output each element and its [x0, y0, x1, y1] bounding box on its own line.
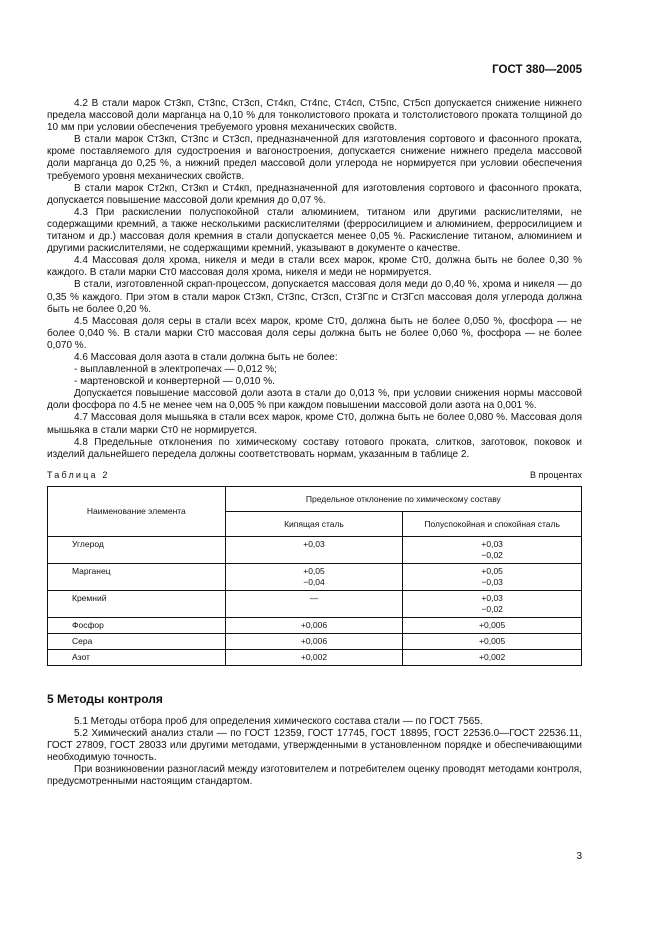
column-header-group: Предельное отклонение по химическому составу: [225, 486, 581, 511]
table-row: [48, 563, 582, 590]
semi-value: +0,002: [403, 649, 582, 665]
paragraph: 4.8 Предельные отклонения по химическому составу готового проката, слитков, заготовок, поковок и изделий дальнейшего передела должны соответствовать нормам, указанным в таблице 2.: [47, 436, 582, 460]
column-header-element: Наименование элемента: [48, 486, 226, 536]
semi-value: +0,005: [403, 617, 582, 633]
rimmed-value: —: [225, 590, 403, 617]
paragraph: В стали марок Ст3кп, Ст3пс и Ст3сп, предназначенной для изготовления сортового и фасонного проката, кроме поставляемого для судостроения и вагоностроения, допускается снижение нижнего предела массовой доли марганца до 0,25 %, а нижний предел массовой доли углерода не нормируется при условии обеспечения требуемого уровня механических свойств.: [47, 134, 582, 182]
section-title: 5 Методы контроля: [47, 691, 163, 706]
semi-value: +0,05 −0,03: [403, 563, 582, 590]
rimmed-value: +0,002: [225, 649, 403, 665]
paragraph: При возникновении разногласий между изготовителем и потребителем оценку проводят методами контроля, предусмотренными настоящим стандартом.: [47, 764, 582, 788]
paragraph: 4.7 Массовая доля мышьяка в стали всех марок, кроме Ст0, должна быть не более 0,080 %. Массовая доля мышьяка в стали марки Ст0 не нормируется.: [47, 412, 582, 436]
element-name: Углерод: [48, 536, 226, 563]
document-code: ГОСТ 380—2005: [492, 64, 582, 76]
paragraph: Допускается повышение массовой доли азота в стали до 0,013 %, при условии снижения нормы массовой доли фосфора по 4.5 не менее чем на 0,005 % при каждом повышении массовой доли азота на 0,001 %.: [47, 388, 582, 412]
rimmed-value: +0,006: [225, 617, 403, 633]
list-item: - выплавленной в электропечах — 0,012 %;: [74, 364, 277, 376]
semi-value: +0,03 −0,02: [403, 590, 582, 617]
element-name: Фосфор: [48, 617, 226, 633]
table-caption-row: [47, 470, 582, 480]
table-row: [48, 590, 582, 617]
table-row: [48, 633, 582, 649]
table-caption: Таблица 2: [47, 469, 110, 480]
deviation-table: [47, 486, 582, 666]
paragraph: В стали марок Ст2кп, Ст3кп и Ст4кп, предназначенной для изготовления сортового и фасонного проката, допускается повышение массовой доли кремния до 0,07 %.: [47, 182, 582, 206]
table-row: [48, 536, 582, 563]
rimmed-value: +0,006: [225, 633, 403, 649]
paragraph: 4.4 Массовая доля хрома, никеля и меди в стали всех марок, кроме Ст0, должна быть не более 0,30 % каждого. В стали марки Ст0 массовая доля хрома, никеля и меди не нормируется.: [47, 255, 582, 279]
semi-value: +0,03 −0,02: [403, 536, 582, 563]
table-row: [48, 617, 582, 633]
paragraph: В стали, изготовленной скрап-процессом, допускается массовая доля меди до 0,40 %, хрома и никеля — до 0,35 % каждого. При этом в стали марок Ст3кп, Ст3пс, Ст3сп, Ст3Гпс и Ст3Гсп массовая доля углерода должна быть не более 0,20 %.: [47, 279, 582, 315]
page-content: [47, 98, 582, 788]
element-name: Сера: [48, 633, 226, 649]
column-header-rimmed: Кипящая сталь: [225, 511, 403, 536]
element-name: Азот: [48, 649, 226, 665]
rimmed-value: +0,05 −0,04: [225, 563, 403, 590]
rimmed-value: +0,03: [225, 536, 403, 563]
paragraph: 5.2 Химический анализ стали — по ГОСТ 12359, ГОСТ 17745, ГОСТ 18895, ГОСТ 22536.0—ГОСТ 22536.11, ГОСТ 27809, ГОСТ 28033 или другими методами, утвержденными в установленном порядке и обеспечивающими необходимую точность.: [47, 727, 582, 764]
paragraph: 5.1 Методы отбора проб для определения химического состава стали — по ГОСТ 7565.: [74, 715, 483, 727]
paragraph: 4.2 В стали марок Ст3кп, Ст3пс, Ст3сп, Ст4кп, Ст4пс, Ст4сп, Ст5пс, Ст5сп допускается снижение нижнего предела массовой доли марганца на 0,10 % для тонколистового проката и толстолистового проката толщиной до 10 мм при условии обеспечения требуемого уровня механических свойств.: [47, 98, 582, 134]
paragraph: 4.6 Массовая доля азота в стали должна быть не более:: [74, 351, 338, 363]
list-item: - мартеновской и конвертерной — 0,010 %.: [74, 376, 275, 388]
element-name: Марганец: [48, 563, 226, 590]
paragraph: 4.5 Массовая доля серы в стали всех марок, кроме Ст0, должна быть не более 0,050 %, фосфора — не более 0,040 %. В стали марки Ст0 массовая доля серы должна быть не более 0,060 %, фосфора — не более 0,070 %.: [47, 315, 582, 351]
column-header-semi: Полуспокойная и спокойная сталь: [403, 511, 582, 536]
element-name: Кремний: [48, 590, 226, 617]
page-number: 3: [576, 851, 582, 862]
paragraph: 4.3 При раскислении полуспокойной стали алюминием, титаном или другими раскислителями, не содержащими кремний, а также несколькими раскислителями (ферросилицием и алюминием, ферросилицием и титаном и др.) массовая доля кремния в стали допускается менее 0,05 %. Раскисление титаном, алюминием и другими раскислителями, не содержащими кремний, указывают в документе о качестве.: [47, 206, 582, 255]
table-row: [48, 649, 582, 665]
semi-value: +0,005: [403, 633, 582, 649]
table-units: В процентах: [530, 469, 582, 480]
